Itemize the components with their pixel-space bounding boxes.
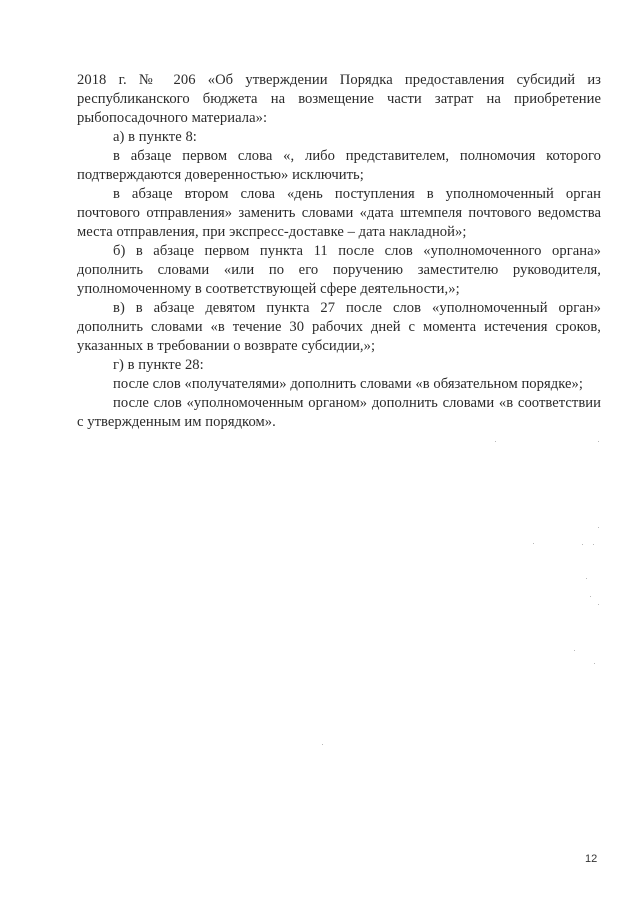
paragraph-continuation: 2018 г. № 206 «Об утверждении Порядка предоставления субсидий из республиканского бюджета на возмещение части затрат на приобретение рыбопосадочного материала»: [77, 72, 601, 126]
scan-speck [590, 596, 591, 597]
scan-speck [586, 578, 587, 579]
paragraph-item-g: г) в пункте 28: [113, 357, 204, 373]
paragraph-item-b: б) в абзаце первом пункта 11 после слов «уполномоченного органа» дополнить словами «или по его поручению заместителю руководителя, уполномоченному в соответствующей сфере деятельности,»; [77, 243, 601, 297]
scan-speck [598, 604, 599, 605]
paragraph-item-a: а) в пункте 8: [113, 129, 197, 145]
scan-speck [594, 663, 595, 664]
paragraph-item-v: в) в абзаце девятом пункта 27 после слов «уполномоченный орган» дополнить словами «в течение 30 рабочих дней с момента истечения сроков, указанных в требовании о возврате субсидии,»; [77, 300, 601, 354]
paragraph-item-a-first-abzac: в абзаце первом слова «, либо представителем, полномочия которого подтверждаются доверенностью» исключить; [77, 148, 601, 183]
document-body [77, 71, 601, 432]
scan-speck [495, 441, 496, 442]
scan-speck [598, 527, 599, 528]
scan-speck [533, 543, 534, 544]
paragraph-item-g-second: после слов «уполномоченным органом» дополнить словами «в соответствии с утвержденным им порядком». [77, 395, 601, 430]
scan-speck [598, 441, 599, 442]
paragraph-item-a-second-abzac: в абзаце втором слова «день поступления в уполномоченный орган почтового отправления» заменить словами «дата штемпеля почтового ведомства места отправления, при экспресс-доставке – дата накладной»; [77, 186, 601, 240]
scan-speck [593, 544, 594, 545]
scan-speck [574, 650, 575, 651]
page-number: 12 [585, 853, 598, 865]
paragraph-item-g-first: после слов «получателями» дополнить словами «в обязательном порядке»; [113, 376, 583, 392]
scan-speck [582, 544, 583, 545]
scan-speck [322, 744, 323, 745]
